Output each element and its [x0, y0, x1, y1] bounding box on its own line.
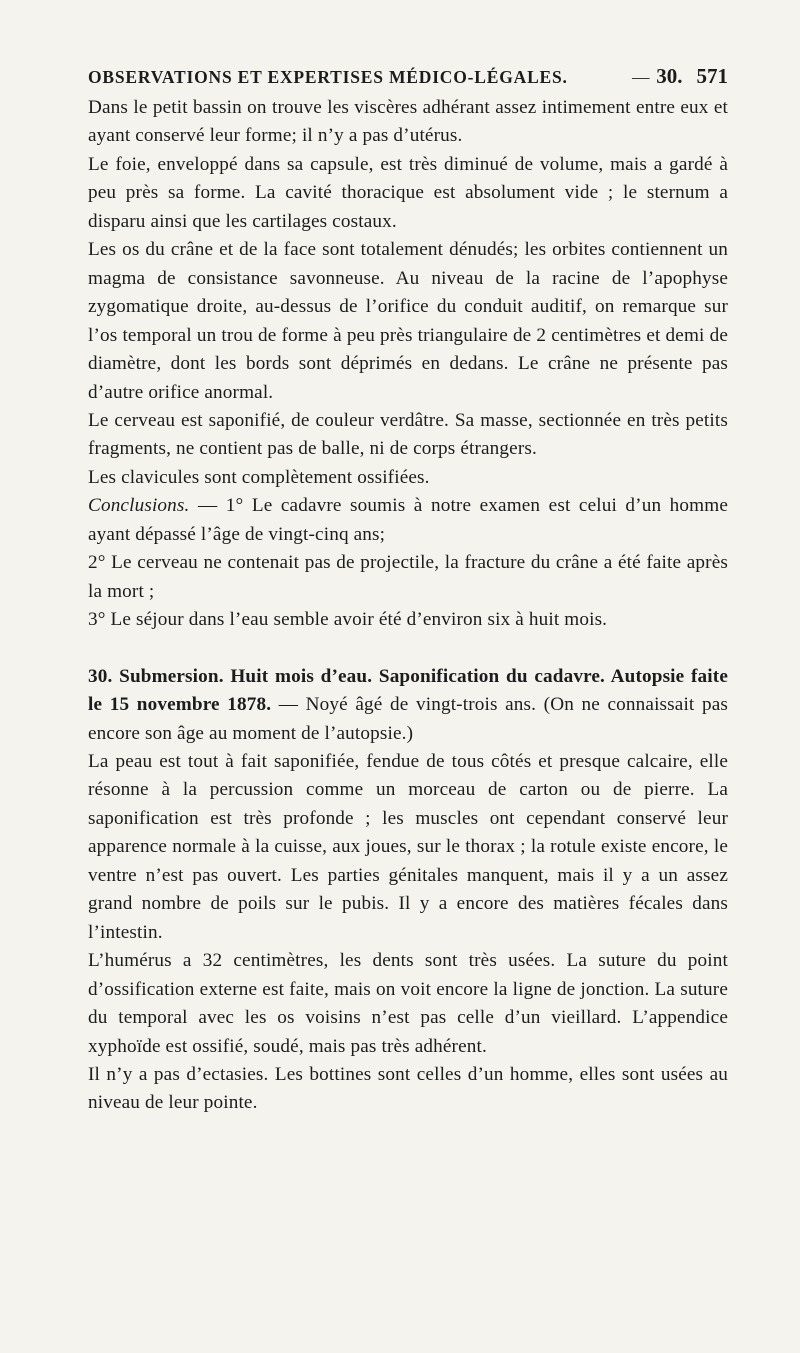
conclusions-intro: — 1° Le cadavre soumis à notre examen est celui d’un homme ayant dépassé l’âge de vingt-cinq ans; [88, 495, 728, 545]
paragraph-skull: Les os du crâne et de la face sont totalement dénudés; les orbites contiennent un magma de consistance savonneuse. Au niveau de la racine de l’apophyse zygomatique droite, au-dessus de l’orifice du conduit auditif, on remarque sur l’os temporal un trou de forme à peu près triangulaire de 2 centimètres et demi de diamètre, dont les bords sont déprimés en dedans. Le crâne ne présente pas d’autre orifice anormal. [88, 239, 728, 403]
paragraph-brain: Le cerveau est saponifié, de couleur verdâtre. Sa masse, sectionnée en très petits fragments, ne contient pas de balle, ni de corps étrangers. [88, 409, 728, 460]
conclusions-paragraph [88, 492, 728, 549]
paragraph-skin: La peau est tout à fait saponifiée, fendue de tous côtés et presque calcaire, elle résonne à la percussion comme un morceau de carton ou de pierre. La saponification est très profonde ; les muscles ont cependant conservé leur apparence normale à la cuisse, aux joues, sur le thorax ; la rotule existe encore, le ventre n’est pas ouvert. Les parties génitales manquent, mais il y a un assez grand nombre de poils sur le pubis. Il y a encore des matières fécales dans l’intestin. [88, 750, 728, 943]
section-heading-rest: — Noyé âgé de vingt-trois ans. (On ne connaissait pas encore son âge au moment de l’autopsie.) [88, 694, 729, 744]
section-gap [88, 635, 728, 663]
paragraph-liver: Le foie, enveloppé dans sa capsule, est très diminué de volume, mais a gardé à peu près sa forme. La cavité thoracique est absolument vide ; le sternum a disparu ainsi que les cartilages costaux. [88, 153, 728, 232]
paragraph-pelvis: Dans le petit bassin on trouve les viscères adhérant assez intimement entre eux et ayant conservé leur forme; il n’y a pas d’utérus. [88, 97, 728, 147]
conclusion-item-3: 3° Le séjour dans l’eau semble avoir été d’environ six à huit mois. [88, 609, 608, 631]
body-text [88, 94, 728, 1118]
page-number: 571 [696, 64, 728, 88]
section-heading: 30. Submersion. Huit mois d’eau. Saponification du cadavre. Autopsie faite le 15 novembre 1878. [88, 665, 728, 716]
conclusions-label: Conclusions. [88, 495, 190, 517]
book-page [88, 64, 728, 1118]
paragraph-clavicles: Les clavicules sont complètement ossifiées. [88, 466, 430, 488]
paragraph-ectasies: Il n’y a pas d’ectasies. Les bottines sont celles d’un homme, elles sont usées au niveau de leur pointe. [88, 1063, 728, 1114]
conclusion-item-2: 2° Le cerveau ne contenait pas de projectile, la fracture du crâne a été faite après la mort ; [88, 552, 728, 602]
header-case-number: 30. [656, 64, 683, 88]
paragraph-humerus: L’humérus a 32 centimètres, les dents sont très usées. La suture du point d’ossification externe est faite, mais on voit encore la ligne de jonction. La suture du temporal avec les os voisins n’est pas celle d’un vieillard. L’appendice xyphoïde est ossifié, soudé, mais pas très adhérent. [88, 950, 728, 1057]
running-header [88, 64, 728, 94]
header-title: OBSERVATIONS ET EXPERTISES MÉDICO-LÉGALES. [88, 67, 568, 87]
section-heading-paragraph [88, 663, 728, 748]
header-separator: — [631, 67, 651, 87]
